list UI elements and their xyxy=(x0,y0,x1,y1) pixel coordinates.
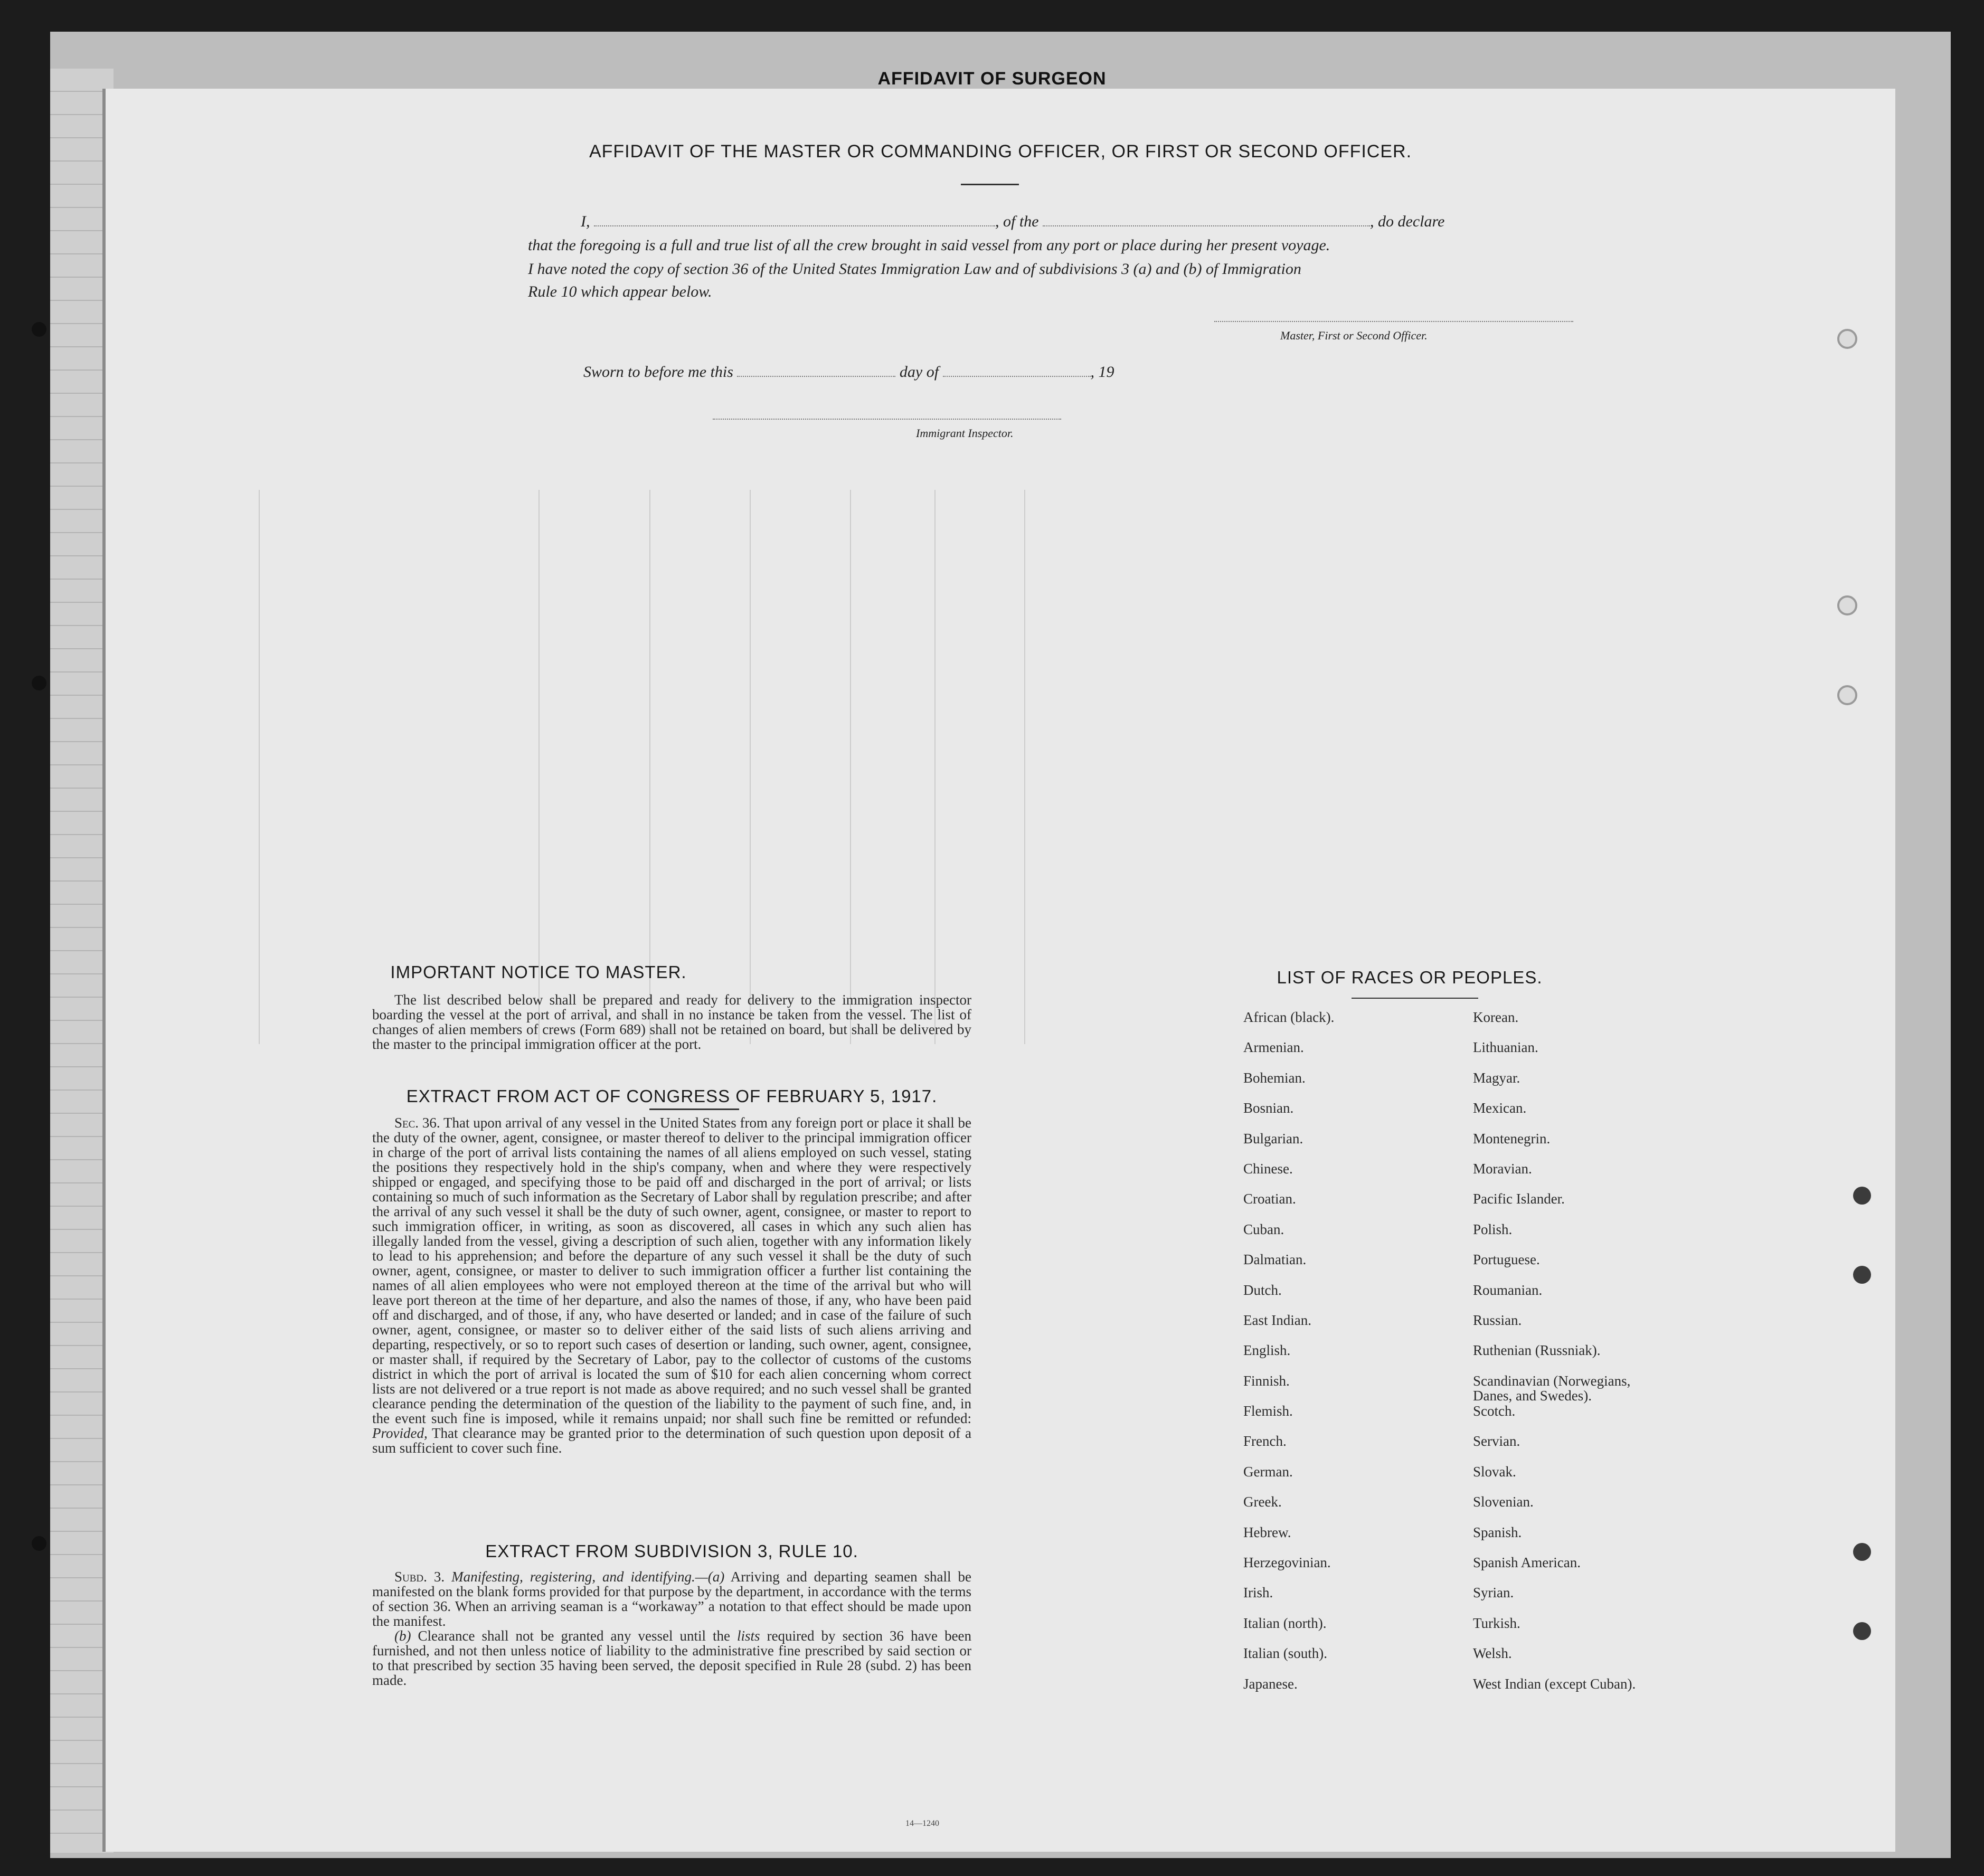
master-signature-line[interactable] xyxy=(1214,321,1573,322)
sworn-line xyxy=(583,363,1114,381)
paragraph-b-rest: required by section 36 have been furnished, and not then unless notice of liability to the administrative fine prescribed by said section or to that prescribed by section 35 having been served, the deposit specified in Rule 28 (subd. 2) has been made. xyxy=(372,1628,972,1688)
binding-ring xyxy=(1837,685,1857,705)
subdivision-label: Subd. 3. xyxy=(394,1569,445,1585)
races-title: LIST OF RACES OR PEOPLES. xyxy=(1277,968,1543,987)
race-entry: Magyar. xyxy=(1473,1069,1520,1086)
act-section-36-paragraph xyxy=(372,1115,971,1455)
sworn-day-field[interactable] xyxy=(737,363,895,377)
race-entry: Italian (north). xyxy=(1243,1615,1327,1631)
bleed-through-line xyxy=(538,490,540,1044)
bleed-through-line xyxy=(1024,490,1025,1044)
section-label: Sec. 36. xyxy=(394,1115,440,1131)
race-entry: Montenegrin. xyxy=(1473,1130,1551,1147)
binding-ring xyxy=(1837,329,1857,349)
underlying-sheet-strip xyxy=(50,69,114,1853)
notice-text xyxy=(372,992,971,1051)
rule-10-text xyxy=(372,1569,971,1688)
sworn-prefix: Sworn to before me this xyxy=(583,363,733,381)
provided-word: Provided, xyxy=(372,1425,428,1441)
race-entry: Polish. xyxy=(1473,1221,1513,1237)
declaration-line-3: I have noted the copy of section 36 of the United States Immigration Law and of subdivisions 3 (a) and (b) of Immigration xyxy=(528,260,1301,278)
title-rule xyxy=(961,184,1019,185)
race-entry: Bulgarian. xyxy=(1243,1130,1303,1147)
races-right-column xyxy=(1473,1010,1769,1707)
race-entry: Italian (south). xyxy=(1243,1645,1327,1662)
section-body: That upon arrival of any vessel in the United States from any foreign port or place it shall be the duty of the owner, agent, consignee, or master thereof to deliver to the principal immigration officer in charge of the port of arrival lists containing the names of all aliens employed on such vessel, stating the positions they respectively hold in the ship's company, when and where they were respectively shipped or engaged, and specifying those to be paid off and discharged in the port of arrival; or lists containing so much of such information as the Secretary of Labor shall by regulation prescribe; and after the arrival of any such vessel it shall be the duty of such owner, agent, consignee, or master to report to such immigration officer, in writing, as soon as discovered, all cases in which any such alien has illegally landed from the vessel, giving a description of such alien, together with any information likely to lead to his apprehension; and before the departure of any such vessel it shall be the duty of such owner, agent, consignee, or master to deliver to such immigration officer a further list containing the names of all alien employees who were not employed thereon at the time of the arrival but who will leave port thereon at the time of her departure, and also the names of those, if any, who have been paid off and discharged, and of those, if any, who have deserted or landed; and in case of the failure of such owner, agent, consignee, or master so to deliver either of the said lists of such aliens arriving and departing, respectively, or so to report such cases of desertion or landing, such owner, agent, consignee, or master shall, if required by the Secretary of Labor, pay to the collector of customs of the customs district in which the port of arrival is located the sum of $10 for each alien concerning whom correct lists are not delivered or a true report is not made as above required; and no such vessel shall be granted clearance pending the determination of the question of the liability to the payment of such fine, and, in the event such fine is imposed, while it remains unpaid; nor shall such fine be remitted or refunded: xyxy=(372,1115,972,1426)
race-entry: Croatian. xyxy=(1243,1191,1296,1207)
act-extract-title: EXTRACT FROM ACT OF CONGRESS OF FEBRUARY 5, 1917. xyxy=(406,1086,938,1106)
race-entry: Cuban. xyxy=(1243,1221,1284,1237)
race-entry: Armenian. xyxy=(1243,1039,1304,1056)
bleed-through-line xyxy=(750,490,751,1044)
race-entry: Pacific Islander. xyxy=(1473,1191,1565,1207)
act-title-rule xyxy=(649,1108,739,1110)
binding-hole xyxy=(1853,1622,1871,1640)
race-entry: Bosnian. xyxy=(1243,1100,1294,1116)
inspector-signature-line[interactable] xyxy=(713,419,1061,420)
rule-extract-title: EXTRACT FROM SUBDIVISION 3, RULE 10. xyxy=(485,1541,858,1561)
paragraph-b-start: Clearance shall not be granted any vessel until the xyxy=(418,1628,730,1644)
master-signature-caption: Master, First or Second Officer. xyxy=(1280,329,1428,342)
race-entry: Dalmatian. xyxy=(1243,1252,1307,1268)
binding-hole xyxy=(1853,1266,1871,1284)
act-section-36-text xyxy=(372,1115,971,1455)
race-entry: Finnish. xyxy=(1243,1372,1290,1389)
bleed-through-line xyxy=(934,490,936,1044)
declare-suffix: , do declare xyxy=(1370,213,1445,230)
notice-paragraph: The list described below shall be prepared and ready for delivery to the immigration inspector boarding the vessel at the port of arrival, and shall in no instance be taken from the vessel. The list of changes of alien members of crews (Form 689) shall not be retained on board, but shall be delivered by the master to the principal immigration officer at the port. xyxy=(372,992,971,1052)
bleed-through-line xyxy=(259,490,260,1044)
race-entry: Spanish. xyxy=(1473,1524,1522,1540)
race-entry: Slovak. xyxy=(1473,1463,1516,1480)
manifest-page xyxy=(106,89,1895,1852)
race-entry: Ruthenian (Russniak). xyxy=(1473,1342,1601,1359)
race-entry: English. xyxy=(1243,1342,1291,1359)
affidavit-title: AFFIDAVIT OF THE MASTER OR COMMANDING OFFICER, OR FIRST OR SECOND OFFICER. xyxy=(589,141,1412,162)
declaration-line-1 xyxy=(581,213,1444,231)
rule-paragraph-b xyxy=(372,1628,971,1688)
race-entry: Roumanian. xyxy=(1473,1282,1543,1298)
race-entry: Spanish American. xyxy=(1473,1555,1581,1571)
race-entry: Turkish. xyxy=(1473,1615,1520,1631)
race-entry: East Indian. xyxy=(1243,1312,1311,1328)
declarant-prefix: I, xyxy=(581,213,590,230)
surgeon-affidavit-header: AFFIDAVIT OF SURGEON xyxy=(877,69,1107,89)
races-title-rule xyxy=(1352,998,1478,999)
notice-title: IMPORTANT NOTICE TO MASTER. xyxy=(390,962,687,982)
race-entry: Mexican. xyxy=(1473,1100,1527,1116)
sworn-day-of: day of xyxy=(899,363,939,381)
bleed-through-line xyxy=(649,490,650,1044)
subdivision-heading: Manifesting, registering, and identifying.—(a) xyxy=(451,1569,725,1585)
binding-hole xyxy=(32,676,46,690)
bleed-through-line xyxy=(850,490,851,1044)
section-body-end: That clearance may be granted prior to the determination of such question upon deposit of a sum sufficient to cover such fine. xyxy=(372,1425,972,1456)
declarant-name-field[interactable] xyxy=(594,213,995,226)
race-entry: Russian. xyxy=(1473,1312,1522,1328)
race-entry: Moravian. xyxy=(1473,1160,1532,1177)
sworn-year-prefix: , 19 xyxy=(1090,363,1114,381)
race-entry: West Indian (except Cuban). xyxy=(1473,1675,1636,1692)
race-entry: Bohemian. xyxy=(1243,1069,1306,1086)
paragraph-b-lists: lists xyxy=(737,1628,760,1644)
race-entry: Syrian. xyxy=(1473,1585,1514,1601)
declaration-line-4: Rule 10 which appear below. xyxy=(528,283,712,300)
race-entry: Flemish. xyxy=(1243,1403,1293,1419)
race-entry: French. xyxy=(1243,1433,1287,1449)
race-entry: Servian. xyxy=(1473,1433,1520,1449)
rule-paragraph-a xyxy=(372,1569,971,1628)
binding-hole xyxy=(32,322,46,337)
race-entry: German. xyxy=(1243,1463,1293,1480)
binding-hole xyxy=(1853,1187,1871,1205)
race-entry: Hebrew. xyxy=(1243,1524,1291,1540)
vessel-name-field[interactable] xyxy=(1043,213,1370,226)
inspector-caption: Immigrant Inspector. xyxy=(916,427,1014,440)
race-entry: Chinese. xyxy=(1243,1160,1293,1177)
declaration-line-2: that the foregoing is a full and true list of all the crew brought in said vessel from any port or place during her present voyage. xyxy=(528,236,1330,254)
race-entry: Japanese. xyxy=(1243,1675,1298,1692)
race-entry: African (black). xyxy=(1243,1009,1335,1025)
vessel-prefix: , of the xyxy=(995,213,1039,230)
binding-hole xyxy=(1853,1543,1871,1561)
binding-hole xyxy=(32,1536,46,1551)
race-entry: Lithuanian. xyxy=(1473,1039,1538,1056)
race-entry: Greek. xyxy=(1243,1494,1282,1510)
paragraph-a-body: Arriving and departing seamen shall be manifested on the blank forms provided for that purpose by the department, in accordance with the terms of section 36. When an arriving seaman is a “workaway” a notation to that effect should be made upon the manifest. xyxy=(372,1569,972,1629)
race-entry: Irish. xyxy=(1243,1585,1273,1601)
paragraph-b-label: (b) xyxy=(394,1628,411,1644)
race-entry: Slovenian. xyxy=(1473,1494,1534,1510)
binding-ring xyxy=(1837,595,1857,615)
form-number: 14—1240 xyxy=(905,1819,939,1828)
race-entry: Korean. xyxy=(1473,1009,1519,1025)
races-left-column xyxy=(1243,1010,1465,1707)
race-entry: Portuguese. xyxy=(1473,1252,1540,1268)
sworn-month-field[interactable] xyxy=(943,363,1091,377)
race-entry: Herzegovinian. xyxy=(1243,1555,1331,1571)
race-entry: Scotch. xyxy=(1473,1403,1516,1419)
race-entry: Scandinavian (Norwegians, Danes, and Swedes). xyxy=(1473,1372,1631,1404)
race-entry: Welsh. xyxy=(1473,1645,1512,1662)
race-entry: Dutch. xyxy=(1243,1282,1282,1298)
